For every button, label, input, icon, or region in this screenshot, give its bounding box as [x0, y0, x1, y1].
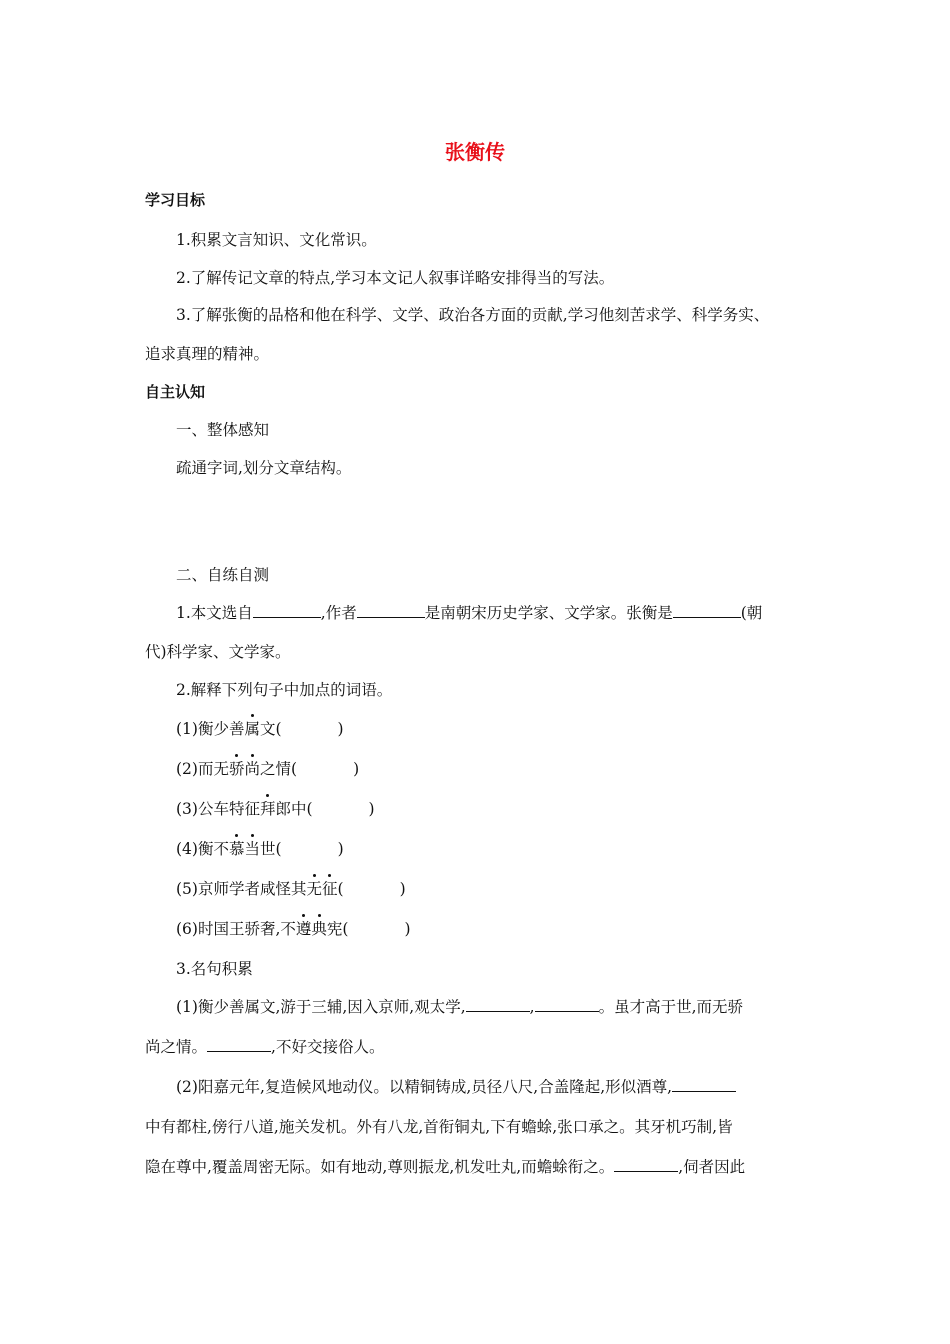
- q3-para-2: [176, 1077, 736, 1097]
- section1-text: 疏通字词,划分文章结构。: [176, 459, 352, 477]
- q3-para-2-line2: 中有都柱,傍行八道,施关发机。外有八龙,首衔铜丸,下有蟾蜍,张口承之。其牙机巧制,皆: [145, 1118, 733, 1136]
- q2-item-2-pre: (2)而无: [176, 760, 229, 778]
- q3-p1-text-c: 。虽才高于世,而无骄: [598, 998, 744, 1016]
- q3-p1-text-a: (1)衡少善属文,游于三辅,因入京师,观太学,: [176, 998, 466, 1016]
- goals-heading: 学习目标: [145, 191, 206, 209]
- q1-text-d: (朝: [740, 604, 763, 622]
- q2-item-1-dotted: 属: [244, 720, 260, 738]
- q2-item-2-dotted: 骄尚: [228, 760, 260, 778]
- q2-item-6-post: 宪(: [326, 920, 349, 938]
- q2-item-1-post: 文(: [259, 720, 282, 738]
- page-title: 张衡传: [445, 140, 505, 164]
- blank-author[interactable]: [357, 603, 425, 618]
- q3-p2-text-d: ,伺者因此: [678, 1158, 746, 1176]
- blank-quote-3[interactable]: [207, 1037, 271, 1052]
- q2-item-3-close: ): [368, 800, 375, 818]
- blank-dynasty[interactable]: [673, 603, 741, 618]
- goal-item-2: 2.了解传记文章的特点,学习本文记人叙事详略安排得当的写法。: [176, 269, 615, 287]
- q3-p1-text-b: ,: [529, 998, 535, 1016]
- goal-item-3: 3.了解张衡的品格和他在科学、文学、政治各方面的贡献,学习他刻苦求学、科学务实、: [176, 306, 770, 324]
- q2-item-4-close: ): [337, 840, 344, 858]
- self-heading: 自主认知: [145, 383, 206, 401]
- q3-p2-text-a: (2)阳嘉元年,复造候风地动仪。以精铜铸成,员径八尺,合盖隆起,形似酒尊,: [176, 1078, 673, 1096]
- q1-text-c: 是南朝宋历史学家、文学家。张衡是: [424, 604, 673, 622]
- q2-item-2-close: ): [353, 760, 360, 778]
- blank-quote-4[interactable]: [672, 1077, 736, 1092]
- blank-source[interactable]: [253, 603, 321, 618]
- q2-item-2-post: 之情(: [260, 760, 298, 778]
- q2-item-4: [176, 839, 344, 859]
- q2-item-3-dotted: 拜: [259, 800, 276, 818]
- q2-item-6: [176, 919, 411, 939]
- q3-para-2-line3: [145, 1157, 745, 1177]
- q2-item-5-post: (: [337, 880, 344, 898]
- blank-quote-2[interactable]: [535, 997, 599, 1012]
- q2-item-6-close: ): [404, 920, 411, 938]
- section1-title: 一、整体感知: [176, 421, 270, 439]
- q2-item-2: [176, 759, 359, 779]
- q2-item-6-dotted: 遵典: [295, 920, 327, 938]
- q2-item-3-post: 郎中(: [275, 800, 313, 818]
- question-3-title: 3.名句积累: [176, 960, 253, 978]
- q2-item-4-dotted: 慕当: [228, 840, 260, 858]
- question-2-title: 2.解释下列句子中加点的词语。: [176, 681, 393, 699]
- blank-quote-1[interactable]: [466, 997, 530, 1012]
- q1-text-a: 1.本文选自: [176, 604, 253, 622]
- question-1-cont: 代)科学家、文学家。: [145, 643, 291, 661]
- q2-item-6-pre: (6)时国王骄奢,不: [176, 920, 296, 938]
- q2-item-1-close: ): [337, 720, 344, 738]
- q2-item-4-pre: (4)衡不: [176, 840, 229, 858]
- q3-para-1-cont: [145, 1037, 384, 1057]
- question-1: [176, 603, 762, 623]
- q3-para-1: [176, 997, 743, 1017]
- q2-item-5-pre: (5)京师学者咸怪其: [176, 880, 307, 898]
- q2-item-5-dotted: 无征: [306, 880, 338, 898]
- blank-quote-5[interactable]: [614, 1157, 678, 1172]
- section2-title: 二、自练自测: [176, 566, 270, 584]
- goal-item-1: 1.积累文言知识、文化常识。: [176, 231, 377, 249]
- q3-p1-text-e: ,不好交接俗人。: [271, 1038, 385, 1056]
- q3-p2-text-c: 隐在尊中,覆盖周密无际。如有地动,尊则振龙,机发吐丸,而蟾蜍衔之。: [145, 1158, 615, 1176]
- q3-p1-text-d: 尚之情。: [145, 1038, 208, 1056]
- q2-item-5: [176, 879, 406, 899]
- goal-item-3-cont: 追求真理的精神。: [145, 345, 270, 363]
- q2-item-1-pre: (1)衡少善: [176, 720, 245, 738]
- q2-item-3-pre: (3)公车特征: [176, 800, 260, 818]
- q2-item-1: [176, 719, 344, 739]
- q2-item-5-close: ): [399, 880, 406, 898]
- q2-item-4-post: 世(: [260, 840, 282, 858]
- q2-item-3: [176, 799, 375, 819]
- q1-text-b: ,作者: [320, 604, 357, 622]
